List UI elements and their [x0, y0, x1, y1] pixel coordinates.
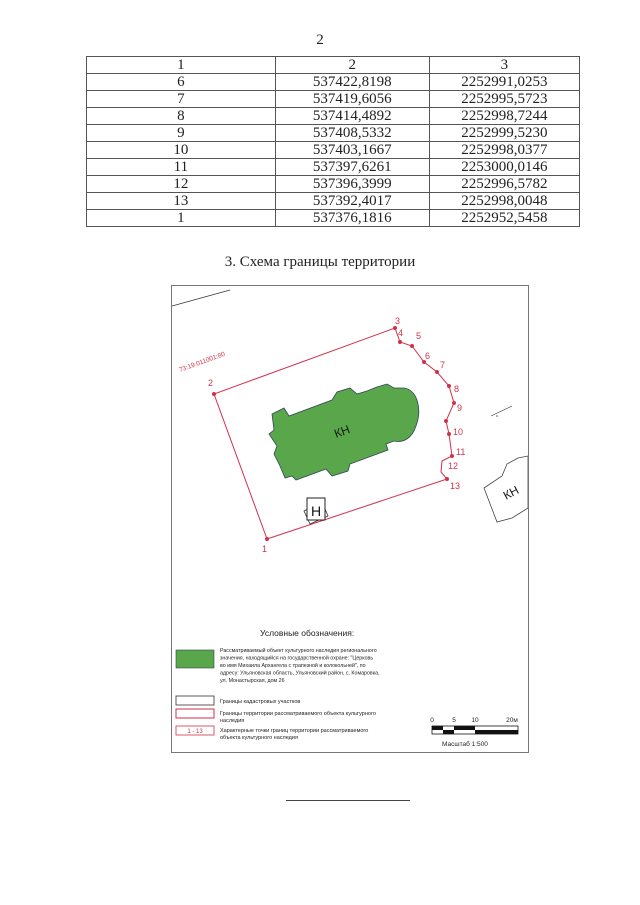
legend-object-text-line: значения, находящийся на государственной охране: "Церковь: [220, 655, 374, 662]
y-coordinate-cell: 2252998,0377: [429, 142, 579, 159]
point-number-cell: 6: [87, 74, 276, 91]
point-number-cell: 8: [87, 108, 276, 125]
bottom-rule: [286, 800, 410, 801]
boundary-point: [444, 419, 448, 423]
y-coordinate-cell: 2252998,0048: [429, 193, 579, 210]
legend-object-text-line: ул. Монастырская, дом 26: [220, 678, 285, 684]
boundary-point-label: 11: [456, 447, 466, 457]
scale-label: Масштаб 1:500: [442, 741, 488, 748]
table-row: [87, 159, 580, 176]
boundary-point: [450, 454, 454, 458]
legend-object-swatch: [176, 650, 214, 668]
x-coordinate-cell: 537376,1816: [275, 210, 429, 227]
point-number-cell: 11: [87, 159, 276, 176]
legend-points-text-line: Характерные точки границ территории рассматриваемого: [220, 728, 369, 734]
header-cell: 3: [429, 57, 579, 74]
table-row: [87, 125, 580, 142]
scale-tick-label: 20м: [506, 717, 518, 724]
y-coordinate-cell: 2252999,5230: [429, 125, 579, 142]
legend-points-symbol: 1 - 13: [187, 729, 203, 735]
y-coordinate-cell: 2252952,5458: [429, 210, 579, 227]
legend-title: Условные обозначения:: [260, 628, 355, 638]
table-row: [87, 193, 580, 210]
y-coordinate-cell: 2252996,5782: [429, 176, 579, 193]
legend-boundary-swatch: [176, 709, 214, 718]
boundary-point: [410, 344, 414, 348]
table-row: [87, 74, 580, 91]
boundary-point-label: 6: [425, 351, 431, 361]
point-number-cell: 13: [87, 193, 276, 210]
table-row: [87, 91, 580, 108]
scale-tick-label: 10: [471, 717, 479, 724]
page-number: 2: [316, 32, 324, 48]
boundary-point: [445, 477, 449, 481]
point-number-cell: 1: [87, 210, 276, 227]
y-coordinate-cell: 2252998,7244: [429, 108, 579, 125]
marker-label: Н: [311, 503, 322, 519]
boundary-point: [452, 401, 456, 405]
section-title: 3. Схема границы территории: [224, 254, 416, 270]
y-coordinate-cell: 2253000,0146: [429, 159, 579, 176]
legend-cadastral-text: Границы кадастровых участков: [220, 699, 301, 705]
x-coordinate-cell: 537396,3999: [275, 176, 429, 193]
x-coordinate-cell: 537408,5332: [275, 125, 429, 142]
x-coordinate-cell: 537392,4017: [275, 193, 429, 210]
scale-tick-label: 0: [430, 717, 434, 724]
y-coordinate-cell: 2252991,0253: [429, 74, 579, 91]
boundary-point-label: 10: [453, 427, 464, 437]
legend-points-text-line: объекта культурного наследия: [220, 735, 298, 741]
cadastral-line-top: [172, 290, 230, 306]
x-coordinate-cell: 537419,6056: [275, 91, 429, 108]
y-coordinate-cell: 2252995,5723: [429, 91, 579, 108]
boundary-point-label: 7: [440, 360, 446, 370]
boundary-point: [435, 370, 439, 374]
boundary-point: [265, 537, 269, 541]
scale-bar: [432, 726, 518, 734]
point-number-cell: 12: [87, 176, 276, 193]
table-row: [87, 176, 580, 193]
table-row: [87, 142, 580, 159]
legend-object-text-line: адресу: Ульяновская область, Ульяновский район, с. Комаровка,: [220, 670, 380, 677]
cadastral-line-right: [491, 406, 512, 416]
table-header-row: [87, 57, 580, 74]
boundary-point-label: 9: [457, 403, 463, 413]
cadastral-number-label: 73:19:011001:80: [178, 350, 227, 374]
legend-object-text-line: во имя Михаила Архангела с трапезной и колокольней", по: [220, 663, 366, 669]
building-label: КН: [332, 422, 352, 441]
point-number-cell: 7: [87, 91, 276, 108]
x-coordinate-cell: 537403,1667: [275, 142, 429, 159]
header-cell: 2: [275, 57, 429, 74]
legend-cadastral-swatch: [176, 696, 214, 705]
table-row: [87, 108, 580, 125]
legend: [172, 622, 528, 752]
legend-object-text-line: Рассматриваемый объект культурного наследия регионального: [220, 648, 377, 654]
x-coordinate-cell: 537422,8198: [275, 74, 429, 91]
point-number-cell: 10: [87, 142, 276, 159]
table-row: [87, 210, 580, 227]
legend-boundary-text-line: Границы территории рассматриваемого объекта культурного: [220, 711, 376, 717]
boundary-point-label: 5: [416, 331, 422, 341]
boundary-point-label: 2: [208, 378, 214, 388]
point-number-cell: 9: [87, 125, 276, 142]
neighbor-label: КН: [500, 482, 522, 503]
boundary-point-label: 1: [262, 544, 268, 554]
scale-tick-label: 5: [452, 717, 456, 724]
boundary-scheme-map: [171, 285, 529, 753]
boundary-point: [447, 384, 451, 388]
boundary-point-label: 8: [454, 384, 460, 394]
boundary-point-label: 4: [398, 328, 404, 338]
boundary-point: [398, 340, 402, 344]
boundary-point-label: 12: [448, 461, 459, 471]
header-cell: 1: [87, 57, 276, 74]
boundary-point-label: 13: [450, 481, 461, 491]
boundary-point-label: 3: [395, 316, 401, 326]
boundary-point: [212, 392, 216, 396]
x-coordinate-cell: 537414,4892: [275, 108, 429, 125]
legend-boundary-text-line: наследия: [220, 718, 245, 724]
boundary-point: [393, 326, 397, 330]
boundary-point: [447, 432, 451, 436]
map-dot: [496, 415, 498, 417]
coordinates-table: [86, 56, 580, 227]
x-coordinate-cell: 537397,6261: [275, 159, 429, 176]
